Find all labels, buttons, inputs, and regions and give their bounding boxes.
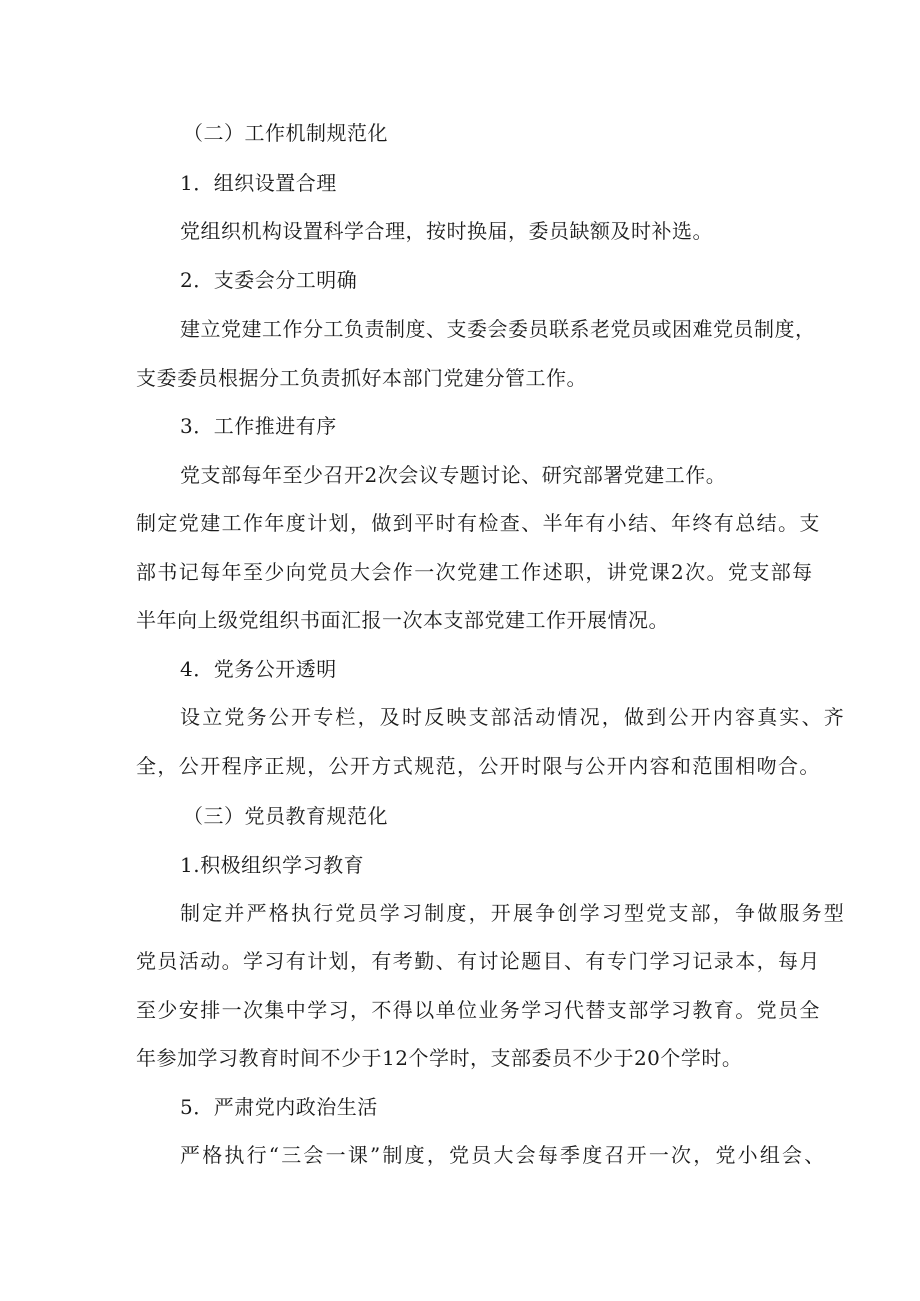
paragraph-line: 设立党务公开专栏，及时反映支部活动情况，做到公开内容真实、齐 (180, 705, 846, 729)
subheading-organization-setup: 1．组织设置合理 (180, 171, 337, 195)
subheading-party-affairs-openness: 4．党务公开透明 (180, 657, 337, 681)
paragraph-line: 制定党建工作年度计划，做到平时有检查、半年有小结、年终有总结。支 (136, 511, 821, 535)
paragraph-line: 至少安排一次集中学习，不得以单位业务学习代替支部学习教育。党员全 (136, 998, 821, 1022)
subheading-study-education: 1.积极组织学习教育 (180, 853, 365, 877)
paragraph-line: 建立党建工作分工负责制度、支委会委员联系老党员或困难党员制度， (180, 317, 816, 341)
section-heading-member-education: （三）党员教育规范化 (183, 804, 388, 828)
paragraph-line: 半年向上级党组织书面汇报一次本支部党建工作开展情况。 (136, 608, 669, 632)
paragraph-line: 部书记每年至少向党员大会作一次党建工作述职，讲党课2次。党支部每 (136, 560, 814, 584)
paragraph-line: 严格执行“三会一课”制度，党员大会每季度召开一次，党小组会、 (180, 1143, 827, 1167)
subheading-political-life: 5．严肃党内政治生活 (180, 1095, 378, 1119)
subheading-committee-division: 2．支委会分工明确 (180, 268, 358, 292)
subheading-work-progress: 3．工作推进有序 (180, 414, 337, 438)
section-heading-work-mechanism: （二）工作机制规范化 (183, 121, 388, 145)
paragraph-line: 党支部每年至少召开2次会议专题讨论、研究部署党建工作。 (180, 463, 727, 487)
paragraph-line: 支委委员根据分工负责抓好本部门党建分管工作。 (136, 366, 587, 390)
paragraph-line: 年参加学习教育时间不少于12个学时，支部委员不少于20个学时。 (136, 1046, 743, 1070)
paragraph-line: 党组织机构设置科学合理，按时换届，委员缺额及时补选。 (180, 219, 713, 243)
paragraph-line: 党员活动。学习有计划，有考勤、有讨论题目、有专门学习记录本，每月 (136, 949, 821, 973)
paragraph-line: 全，公开程序正规，公开方式规范，公开时限与公开内容和范围相吻合。 (136, 754, 821, 778)
paragraph-line: 制定并严格执行党员学习制度，开展争创学习型党支部，争做服务型 (180, 901, 846, 925)
